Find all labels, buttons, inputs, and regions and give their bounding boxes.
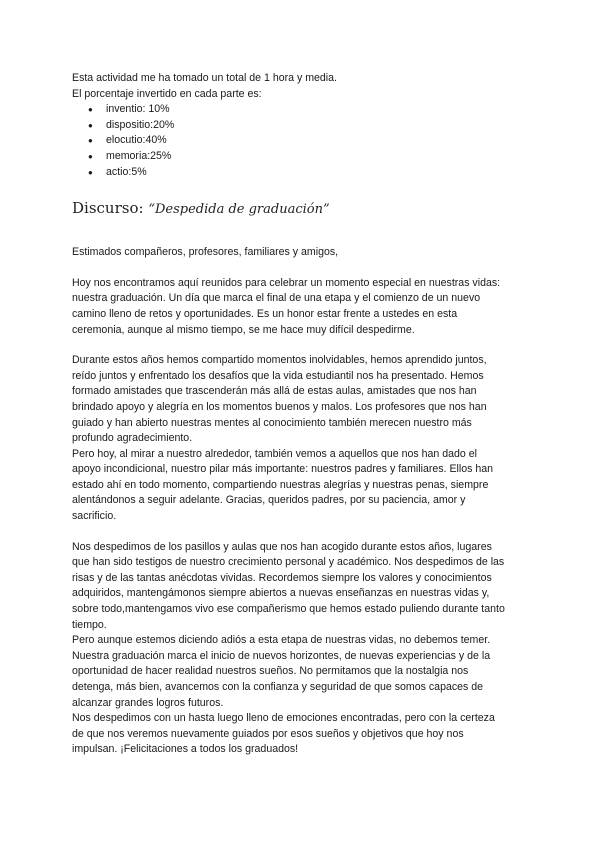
paragraph-line: alcanzar grandes logros futuros. <box>72 696 224 709</box>
paragraph <box>72 633 542 711</box>
greeting: Estimados compañeros, profesores, familiares y amigos, <box>72 246 339 259</box>
list-item-label: memoria:25% <box>106 149 172 162</box>
paragraph-line: risas y de las tantas anécdotas vividas. Recordemos siempre los valores y conocimientos <box>72 571 492 584</box>
percent-list <box>72 102 542 180</box>
paragraph-line: Hoy nos encontramos aquí reunidos para celebrar un momento especial en nuestras vidas: <box>72 276 501 289</box>
bullet-icon: ● <box>88 105 93 115</box>
list-item <box>72 102 542 118</box>
paragraph-line: Pero aunque estemos diciendo adiós a esta etapa de nuestras vidas, no debemos temer. <box>72 634 491 647</box>
paragraph-line: Pero hoy, al mirar a nuestro alrededor, también vemos a aquellos que nos han dado el <box>72 447 477 460</box>
list-item <box>72 149 542 165</box>
intro-percent-text: El porcentaje invertido en cada parte es: <box>72 87 262 100</box>
paragraph-line: formado amistades que trascenderán más allá de estas aulas, amistades que nos han <box>72 385 477 398</box>
bullet-icon: ● <box>88 151 93 161</box>
paragraph-line: tiempo. <box>72 618 107 631</box>
paragraph-line: ceremonia, aunque al mismo tiempo, se me hace muy difícil despedirme. <box>72 323 415 336</box>
list-item <box>72 118 542 134</box>
paragraph-line: que han sido testigos de nuestro crecimiento personal y académico. Nos despedimos de las <box>72 556 505 569</box>
paragraph-line: oportunidad de hacer realidad nuestros sueños. No permitamos que la nostalgia nos <box>72 665 469 678</box>
paragraph-line: sacrificio. <box>72 510 117 523</box>
paragraph <box>72 540 542 634</box>
paragraph-line: Durante estos años hemos compartido momentos inolvidables, hemos aprendido juntos, <box>72 354 487 367</box>
speech-title-quoted: “Despedida de graduación” <box>148 202 330 218</box>
paragraph <box>72 711 542 758</box>
bullet-icon: ● <box>88 167 93 177</box>
paragraph-line: Nuestra graduación marca el inicio de nuevos horizontes, de nuevas experiencias y de la <box>72 649 491 662</box>
list-item-label: elocutio:40% <box>106 134 167 147</box>
paragraph-line: de que nos veremos nuevamente guiados por esos sueños y objetivos que hoy nos <box>72 727 464 740</box>
paragraph-line: sobre todo,mantengamos vivo ese compañerismo que hemos estado puliendo durante tanto <box>72 603 505 616</box>
paragraph-line: guiado y han abierto nuestras mentes al conocimiento también merecen nuestro más <box>72 416 472 429</box>
paragraph <box>72 276 542 338</box>
list-item <box>72 133 542 149</box>
paragraph-line: apoyo incondicional, nuestro pilar más importante: nuestros padres y familiares. Ellos han <box>72 463 494 476</box>
document-page <box>72 71 542 758</box>
paragraph-line: detenga, más bien, avancemos con la confianza y seguridad de que somos capaces de <box>72 681 484 693</box>
paragraph-line: camino lleno de retos y oportunidades. Es un honor estar frente a ustedes en esta <box>72 307 458 320</box>
paragraph-line: profundo agradecimiento. <box>72 432 193 445</box>
paragraph-line: nuestra graduación. Un día que marca el final de una etapa y el comienzo de un nuevo <box>72 292 481 305</box>
paragraph-line: Nos despedimos con un hasta luego lleno de emociones encontradas, pero con la certeza <box>72 712 495 725</box>
paragraph-line: adquiridos, mantengámonos siempre abiertos a nuevas enseñanzas en nuestras vidas y, <box>72 587 490 600</box>
bullet-icon: ● <box>88 136 93 146</box>
bullet-icon: ● <box>88 120 93 130</box>
speech-title <box>72 196 542 220</box>
list-item <box>72 165 542 181</box>
paragraph-line: estado ahí en todo momento, compartiendo nuestras alegrías y nuestras penas, siempre <box>72 478 489 491</box>
paragraph <box>72 447 542 525</box>
list-item-label: inventio: 10% <box>106 103 170 116</box>
paragraph-line: alentándonos a seguir adelante. Gracias, queridos padres, por su paciencia, amor y <box>72 494 466 507</box>
speech-title-prefix: Discurso: <box>72 199 149 218</box>
paragraph <box>72 353 542 447</box>
paragraph-line: reído juntos y enfrentado los desafíos que la vida estudiantil nos ha presentado. Hemos <box>72 369 484 382</box>
paragraph-line: brindado apoyo y alegría en los momentos buenos y malos. Los profesores que nos han <box>72 400 487 413</box>
list-item-label: dispositio:20% <box>106 118 175 131</box>
list-item-label: actio:5% <box>106 165 147 178</box>
intro-duration-text: Esta actividad me ha tomado un total de 1 hora y media. <box>72 72 337 84</box>
paragraph-line: Nos despedimos de los pasillos y aulas que nos han acogido durante estos años, lugares <box>72 540 492 553</box>
paragraph-line: impulsan. ¡Felicitaciones a todos los graduados! <box>72 743 299 756</box>
